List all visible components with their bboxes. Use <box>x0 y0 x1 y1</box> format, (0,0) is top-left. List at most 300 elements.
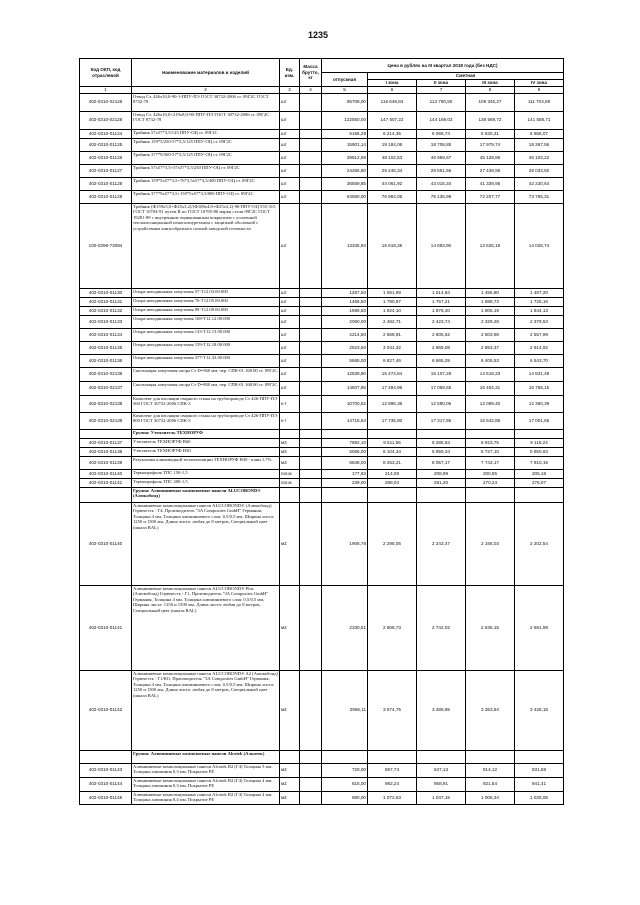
empty-cell <box>417 487 466 502</box>
price-otpusknaya: 10700,62 <box>322 395 368 412</box>
mass-cell <box>300 111 322 129</box>
price-zone4: 9 116,24 <box>515 438 564 447</box>
price-zone1: 6 214,35 <box>368 129 417 138</box>
price-zone4: 2 914,92 <box>515 341 564 354</box>
table-row <box>80 381 564 395</box>
price-otpusknaya: 24266,80 <box>322 164 368 177</box>
price-zone2: 12 590,06 <box>417 395 466 412</box>
unit-cell: шт <box>280 190 300 203</box>
price-zone3: 14 518,33 <box>466 367 515 381</box>
price-otpusknaya: 1465,50 <box>322 297 368 306</box>
price-otpusknaya: 2214,50 <box>322 328 368 341</box>
price-zone2: 5 959,34 <box>417 447 466 456</box>
unit-cell: пог.м <box>280 478 300 487</box>
unit-cell: шт <box>280 315 300 328</box>
price-zone1: 214,08 <box>368 469 417 478</box>
price-zone4: 1 028,05 <box>515 791 564 804</box>
price-zone3: 2 156,03 <box>466 502 515 585</box>
unit-cell: шт <box>280 129 300 138</box>
table-row <box>80 203 564 288</box>
name-cell: Алюминиевые композиционные панели ALUCOBOND® (Алюкобонд) Горючесть - Г4, Производитель "3A Composites GmbH" Германия, Толщина 4 мм, Толщина алюминиевого слоя: 0,5/0,5 мм, Ширина листа: 1250 и 1500 мм, Длина листа: любая до 8 метров, Специальный цвет (шкала RAL) <box>132 502 280 585</box>
table-row <box>80 447 564 456</box>
colnum: 8 <box>466 87 515 94</box>
price-zone4: 276,07 <box>515 478 564 487</box>
name-cell: Алюминиевые композиционные панели ALUCOBOND® A2 (Алюкобонд) Горючесть - Г1/КО, Производитель "3A Composites GmbH" Германия, Толщина 4 мм, Толщина алюминиевого слоя: 0,5/0,5 мм, Ширина листа: 1250 и 1500 мм, Длина листа: любая до 8 метров, Специальный цвет (шкала RAL) <box>132 670 280 750</box>
price-zone2: 9 285,63 <box>417 438 466 447</box>
empty-cell <box>280 750 300 763</box>
price-zone3: 6 405,53 <box>466 354 515 367</box>
code-cell: 402-0310-01137 <box>80 438 132 447</box>
price-zone4: 2 202,54 <box>515 502 564 585</box>
mass-cell <box>300 129 322 138</box>
unit-cell: м3 <box>280 456 300 469</box>
name-cell: Скользящая хомутовая опора Ст D=560 мм, чер. СПК-01.168.00 ст. 09Г2С <box>132 367 280 381</box>
code-cell: 402-0310-01135 <box>80 341 132 354</box>
table-row <box>80 164 564 177</box>
price-zone3: 921,54 <box>466 777 515 791</box>
mass-cell <box>300 670 322 750</box>
unit-cell: к-т <box>280 395 300 412</box>
code-cell: 402-0310-01145 <box>80 791 132 804</box>
header-unit: Ед. изм. <box>280 59 300 87</box>
price-zone4: 16 758,15 <box>515 381 564 395</box>
price-zone2: 75 135,98 <box>417 190 466 203</box>
unit-cell: м2 <box>280 791 300 804</box>
name-cell: Разуклонка клиновидной теплоизоляции ТЕХНОРУФ Н30 - клин 1,7% <box>132 456 280 469</box>
header-smetnaya: Сметная <box>368 73 564 80</box>
price-zone3: 72 207,77 <box>466 190 515 203</box>
price-zone2: 1 047,15 <box>417 791 466 804</box>
unit-cell: шт <box>280 328 300 341</box>
price-zone1: 6 104,34 <box>368 447 417 456</box>
price-zone3: 16 404,31 <box>466 381 515 395</box>
price-zone3: 27 439,95 <box>466 164 515 177</box>
price-otpusknaya: 7892,10 <box>322 438 368 447</box>
price-zone2: 46 959,67 <box>417 151 466 164</box>
price-otpusknaya: 1596,50 <box>322 306 368 315</box>
colnum: 5 <box>322 87 368 94</box>
price-zone4: 831,68 <box>515 763 564 777</box>
price-zone4: 28 033,92 <box>515 164 564 177</box>
price-zone1: 8 253,21 <box>368 456 417 469</box>
group-spacer <box>80 750 132 763</box>
empty-cell <box>300 487 322 502</box>
price-otpusknaya: 177,63 <box>322 469 368 478</box>
price-zone2: 281,20 <box>417 478 466 487</box>
unit-cell: шт <box>280 367 300 381</box>
name-cell: Тройник 377*9х57*3,5+159*5х57*3,5/800 ППУ-ОЦ ст. 09Г2С <box>132 190 280 203</box>
price-zone3: 5 830,31 <box>466 129 515 138</box>
mass-cell <box>300 447 322 456</box>
empty-cell <box>300 429 322 438</box>
code-cell: 402-0310-01144 <box>80 777 132 791</box>
name-cell: Опора неподвижная хомутовая 57-Т12.03.00.000 <box>132 288 280 297</box>
price-zone1: 76 984,05 <box>368 190 417 203</box>
price-otpusknaya: 1267,50 <box>322 288 368 297</box>
name-cell: Опора неподвижная хомутовая 108-Т12.12.00.000 <box>132 315 280 328</box>
unit-cell: шт <box>280 354 300 367</box>
price-zone1: 16 618,35 <box>368 203 417 288</box>
colnum: 1 <box>80 87 132 94</box>
price-otpusknaya: 6848,00 <box>322 456 368 469</box>
price-otpusknaya: 122550,00 <box>322 111 368 129</box>
name-cell: Опора неподвижная хомутовая 133-Т12.13.00.000 <box>132 328 280 341</box>
table-row <box>80 315 564 328</box>
table-row <box>80 138 564 151</box>
mass-cell <box>300 381 322 395</box>
price-zone3: 12 099,40 <box>466 395 515 412</box>
group-row <box>80 750 564 763</box>
price-zone2: 113 760,50 <box>417 93 466 111</box>
table-row <box>80 670 564 750</box>
price-zone2: 1 878,40 <box>417 306 466 315</box>
price-otpusknaya: 720,00 <box>322 763 368 777</box>
name-cell: Тройник 159*5х57*3,5+76*3,5х57*3,5/400 ППУ-ОЦ ст. 09Г2С <box>132 177 280 190</box>
price-zone2: 3 489,85 <box>417 670 466 750</box>
empty-cell <box>515 429 564 438</box>
price-table-body <box>80 93 564 804</box>
price-zone2: 958,91 <box>417 777 466 791</box>
header-zone3: III зона <box>466 80 515 87</box>
table-row <box>80 585 564 670</box>
price-zone4: 141 558,71 <box>515 111 564 129</box>
price-zone4: 2 691,99 <box>515 585 564 670</box>
price-zone1: 3 574,75 <box>368 670 417 750</box>
price-zone4: 111 704,89 <box>515 93 564 111</box>
table-row <box>80 190 564 203</box>
price-zone3: 2 853,37 <box>466 341 515 354</box>
price-otpusknaya: 63580,00 <box>322 190 368 203</box>
price-zone1: 867,74 <box>368 763 417 777</box>
mass-cell <box>300 288 322 297</box>
code-cell: 402-0310-02137 <box>80 381 132 395</box>
code-cell: 402-0310-01143 <box>80 763 132 777</box>
price-zone2: 43 015,34 <box>417 177 466 190</box>
price-zone4: 1 487,20 <box>515 288 564 297</box>
price-zone1: 2 668,91 <box>368 328 417 341</box>
unit-cell: шт <box>280 341 300 354</box>
price-otpusknaya: 1906,78 <box>322 502 368 585</box>
price-zone1: 2 808,73 <box>368 585 417 670</box>
mass-cell <box>300 478 322 487</box>
code-cell: 402-0310-01132 <box>80 306 132 315</box>
price-zone2: 2 969,08 <box>417 341 466 354</box>
code-cell: 402-0310-02139 <box>80 412 132 429</box>
code-cell: 402-0310-01126 <box>80 151 132 164</box>
unit-cell: м2 <box>280 763 300 777</box>
unit-cell: шт <box>280 93 300 111</box>
price-zone3: 2 503,98 <box>466 328 515 341</box>
header-otpusknaya: отпускная <box>322 73 368 87</box>
code-cell: 402-0310-01127 <box>80 164 132 177</box>
price-zone1: 147 607,22 <box>368 111 417 129</box>
price-zone3: 45 129,86 <box>466 151 515 164</box>
name-cell: Опора неподвижная хомутовая 159-Т12.18.00.000 <box>132 341 280 354</box>
mass-cell <box>300 328 322 341</box>
price-otpusknaya: 2966,11 <box>322 670 368 750</box>
price-zone3: 109 346,27 <box>466 93 515 111</box>
group-title: Группа: Алюминиевые композитные панели Alcotek (Алкотек) <box>132 750 280 763</box>
group-row <box>80 487 564 502</box>
name-cell: Утеплитель ТЕХНОРУФ В60 <box>132 438 280 447</box>
colnum: 7 <box>417 87 466 94</box>
code-cell: 402-0310-01140 <box>80 469 132 478</box>
name-cell: Тройник (Ф159х5,0+Ф25х3,2)/(Ф108х4,0+Ф25х3,2)-90-ППУ-ОЦ 555-315 ГОСТ 10704-91 путем В по ГОСТ 10705-80 марки стали 09Г2С ГОСТ 19281-89 с внутренним оцинкованным покрытием с усиленной теплоизоляционной пенополиуретаном с защитной оболочкой с устройствами линзообразного полной заводской готовности <box>132 203 280 288</box>
table-row <box>80 438 564 447</box>
empty-cell <box>368 429 417 438</box>
price-otpusknaya: 14507,85 <box>322 381 368 395</box>
mass-cell <box>300 777 322 791</box>
price-zone4: 14 831,49 <box>515 367 564 381</box>
price-zone1: 288,04 <box>368 478 417 487</box>
mass-cell <box>300 190 322 203</box>
price-zone1: 2 482,71 <box>368 315 417 328</box>
price-zone3: 2 329,28 <box>466 315 515 328</box>
table-row <box>80 777 564 791</box>
code-cell: 402-0310-01124 <box>80 129 132 138</box>
price-table <box>79 58 564 805</box>
name-cell: Тройник 57х57*3,5/125 ППУ-ОЦ ст. 09Г2С <box>132 129 280 138</box>
price-zone2: 17 069,55 <box>417 381 466 395</box>
price-zone4: 5 850,63 <box>515 447 564 456</box>
price-zone4: 18 367,56 <box>515 138 564 151</box>
unit-cell: шт <box>280 151 300 164</box>
price-zone3: 1 805,19 <box>466 306 515 315</box>
name-cell: Опора неподвижная хомутовая 76-Т12.05.00.000 <box>132 297 280 306</box>
price-zone2: 18 708,85 <box>417 138 466 151</box>
group-spacer <box>80 429 132 438</box>
price-zone1: 982,24 <box>368 777 417 791</box>
unit-cell: шт <box>280 288 300 297</box>
price-zone2: 2 605,52 <box>417 328 466 341</box>
name-cell: Тройник 57х57*3,5+57х57*3,5/250 ППУ-ОЦ ст. 09Г2С <box>132 164 280 177</box>
price-zone2: 17 317,86 <box>417 412 466 429</box>
unit-cell: м2 <box>280 777 300 791</box>
unit-cell: м2 <box>280 670 300 750</box>
price-otpusknaya: 815,00 <box>322 777 368 791</box>
empty-cell <box>417 429 466 438</box>
price-zone2: 1 514,84 <box>417 288 466 297</box>
unit-cell: шт <box>280 203 300 288</box>
price-zone1: 48 102,53 <box>368 151 417 164</box>
price-zone4: 7 910,19 <box>515 456 564 469</box>
price-zone1: 12 896,36 <box>368 395 417 412</box>
price-zone1: 19 184,06 <box>368 138 417 151</box>
header-name: Наименование материалов и изделий <box>132 59 280 87</box>
colnum: 4 <box>300 87 322 94</box>
mass-cell <box>300 412 322 429</box>
code-cell: 402-0310-01131 <box>80 297 132 306</box>
unit-cell: шт <box>280 297 300 306</box>
price-zone3: 5 727,10 <box>466 447 515 456</box>
group-title: Группа: Утеплитель ТЕХНОРУФ <box>132 429 280 438</box>
price-zone2: 847,13 <box>417 763 466 777</box>
price-zone3: 3 353,84 <box>466 670 515 750</box>
table-row <box>80 791 564 804</box>
price-zone3: 1 006,34 <box>466 791 515 804</box>
price-zone4: 1 844,13 <box>515 306 564 315</box>
unit-cell: шт <box>280 381 300 395</box>
empty-cell <box>322 750 368 763</box>
table-row <box>80 763 564 777</box>
price-zone2: 28 551,66 <box>417 164 466 177</box>
unit-cell: м3 <box>280 447 300 456</box>
table-row <box>80 328 564 341</box>
price-zone3: 138 569,72 <box>466 111 515 129</box>
group-spacer <box>80 487 132 502</box>
price-otpusknaya: 95708,00 <box>322 93 368 111</box>
mass-cell <box>300 438 322 447</box>
price-otpusknaya: 2330,51 <box>322 585 368 670</box>
price-zone1: 3 041,32 <box>368 341 417 354</box>
price-zone1: 6 827,46 <box>368 354 417 367</box>
price-zone3: 16 642,85 <box>466 412 515 429</box>
name-cell: Комплект для изоляции сварного стыка на трубопроводе Ст 426-ППУ-ПЭ 800 ГОСТ 30732-2006 СПК-3 <box>132 412 280 429</box>
empty-cell <box>280 429 300 438</box>
price-zone4: 205,18 <box>515 469 564 478</box>
mass-cell <box>300 341 322 354</box>
price-zone3: 1 688,73 <box>466 297 515 306</box>
price-zone1: 1 551,69 <box>368 288 417 297</box>
table-row <box>80 306 564 315</box>
colnum: 9 <box>515 87 564 94</box>
mass-cell <box>300 791 322 804</box>
price-otpusknaya: 5065,00 <box>322 447 368 456</box>
price-zone3: 1 455,80 <box>466 288 515 297</box>
price-zone3: 8 923,75 <box>466 438 515 447</box>
empty-cell <box>322 487 368 502</box>
table-row <box>80 354 564 367</box>
empty-cell <box>368 750 417 763</box>
code-cell: 402-0310-01141 <box>80 478 132 487</box>
table-row <box>80 288 564 297</box>
price-zone3: 814,12 <box>466 763 515 777</box>
price-zone2: 8 057,17 <box>417 456 466 469</box>
unit-cell: шт <box>280 111 300 129</box>
name-cell: Комплект для изоляции сварного стыка на трубопроводе Ст 426-ППУ-ПЭ 560 ГОСТ 30732-2006 СПК-3 <box>132 395 280 412</box>
table-row <box>80 151 564 164</box>
page-number: 1235 <box>308 30 329 40</box>
price-zone2: 14 693,90 <box>417 203 466 288</box>
table-row <box>80 129 564 138</box>
price-zone4: 3 426,18 <box>515 670 564 750</box>
price-zone3: 41 339,95 <box>466 177 515 190</box>
header-price-title: Цена в рублях на III квартал 2018 года (без НДС) <box>322 59 564 73</box>
price-zone3: 270,24 <box>466 478 515 487</box>
price-zone2: 208,99 <box>417 469 466 478</box>
code-cell: 402-0310-01129 <box>80 190 132 203</box>
price-zone2: 6 665,29 <box>417 354 466 367</box>
price-zone2: 1 757,21 <box>417 297 466 306</box>
colnum: 6 <box>368 87 417 94</box>
unit-cell: к-т <box>280 412 300 429</box>
empty-cell <box>466 750 515 763</box>
mass-cell <box>300 585 322 670</box>
name-cell: Скользящая хомутовая опора Ст D=800 мм, чер. СПК-01.168.00 ст. 09Г2С <box>132 381 280 395</box>
mass-cell <box>300 502 322 585</box>
mass-cell <box>300 367 322 381</box>
price-zone1: 9 511,56 <box>368 438 417 447</box>
code-cell: 402-0310-01141 <box>80 585 132 670</box>
unit-cell: пог.м <box>280 469 300 478</box>
name-cell: Утеплитель ТЕХНОРУФ Н30 <box>132 447 280 456</box>
header-zone2: II зона <box>417 80 466 87</box>
price-zone3: 2 635,15 <box>466 585 515 670</box>
price-otpusknaya: 2523,50 <box>322 341 368 354</box>
code-cell: 402-0310-01133 <box>80 315 132 328</box>
price-zone4: 941,41 <box>515 777 564 791</box>
price-zone1: 17 735,90 <box>368 412 417 429</box>
unit-cell: м2 <box>280 585 300 670</box>
code-cell: 402-0310-01134 <box>80 328 132 341</box>
name-cell: Термопрофиль ТПС 150-1,5 <box>132 469 280 478</box>
header-zone1: I зона <box>368 80 417 87</box>
table-row <box>80 502 564 585</box>
name-cell: Отвод Ст. 426х10,0-90-1-ППУ-ПЭ ГОСТ 30732-2006 ст. 09Г2С ГОСТ 8732-78 <box>132 93 280 111</box>
table-row <box>80 341 564 354</box>
mass-cell <box>300 177 322 190</box>
code-cell: 402-0310-01138 <box>80 447 132 456</box>
table-row <box>80 297 564 306</box>
name-cell: Опора неподвижная хомутовая 89-Т12.09.00.000 <box>132 306 280 315</box>
price-otpusknaya: 239,00 <box>322 478 368 487</box>
code-cell: 402-0310-01140 <box>80 502 132 585</box>
unit-cell: м3 <box>280 438 300 447</box>
name-cell: Тройник 159*5/250-57*3,5/125 ППУ-ОЦ ст. 09Г2С <box>132 138 280 151</box>
price-zone1: 2 298,05 <box>368 502 417 585</box>
code-cell: 402-0310-01139 <box>80 456 132 469</box>
table-row <box>80 456 564 469</box>
unit-cell: шт <box>280 138 300 151</box>
table-row <box>80 478 564 487</box>
colnum: 3 <box>280 87 300 94</box>
price-otpusknaya: 36559,85 <box>322 177 368 190</box>
price-otpusknaya: 2060,00 <box>322 315 368 328</box>
mass-cell <box>300 151 322 164</box>
empty-cell <box>417 750 466 763</box>
code-cell: 402-0310-01128 <box>80 177 132 190</box>
price-zone4: 2 557,99 <box>515 328 564 341</box>
price-otpusknaya: 890,00 <box>322 791 368 804</box>
name-cell: Алюминиевые композиционные панели Alcotek B2 (Г4) Толщина 4 мм. Толщина алюминия 0,4 мм. Покрытие PE <box>132 791 280 804</box>
empty-cell <box>322 429 368 438</box>
price-zone1: 1 072,63 <box>368 791 417 804</box>
table-row <box>80 367 564 381</box>
code-cell: 402-0310-02136 <box>80 367 132 381</box>
price-zone1: 29 246,34 <box>368 164 417 177</box>
table-row <box>80 412 564 429</box>
price-zone2: 144 169,03 <box>417 111 466 129</box>
code-cell: 402-0310-02126 <box>80 111 132 129</box>
empty-cell <box>515 487 564 502</box>
price-zone3: 17 979,74 <box>466 138 515 151</box>
empty-cell <box>368 487 417 502</box>
unit-cell: шт <box>280 164 300 177</box>
price-otpusknaya: 39912,59 <box>322 151 368 164</box>
mass-cell <box>300 395 322 412</box>
mass-cell <box>300 164 322 177</box>
table-row <box>80 177 564 190</box>
table-row <box>80 93 564 111</box>
table-row <box>80 111 564 129</box>
price-zone1: 1 790,87 <box>368 297 417 306</box>
unit-cell: шт <box>280 177 300 190</box>
price-zone4: 14 028,74 <box>515 203 564 288</box>
code-cell: 100-0398-73094 <box>80 203 132 288</box>
table-row <box>80 395 564 412</box>
price-otpusknaya: 5665,00 <box>322 354 368 367</box>
name-cell: Отвод Ст. 426х10,0+219х8,0-90-ППУ-ПЭ ГОСТ 30732-2006 ст. 09Г2С ГОСТ 8732-78 <box>132 111 280 129</box>
